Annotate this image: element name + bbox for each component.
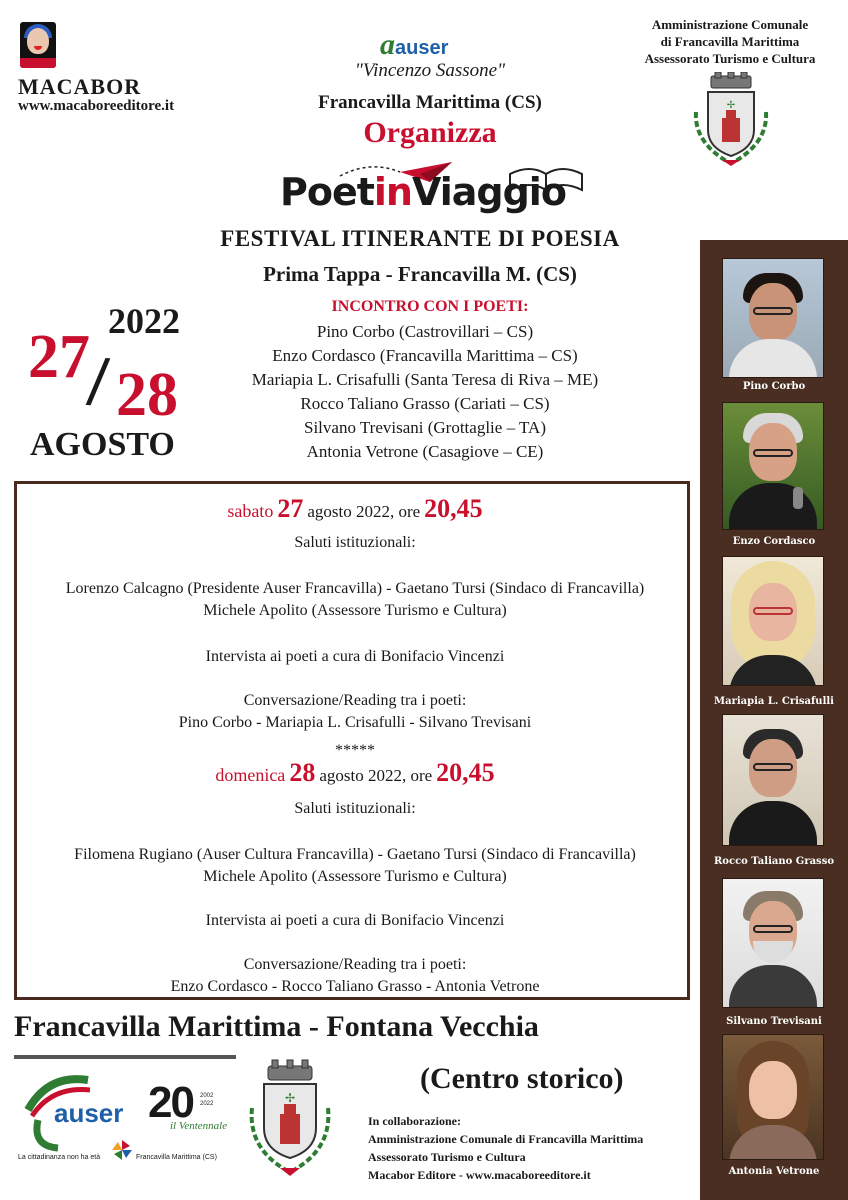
location-line1: Francavilla Marittima - Fontana Vecchia xyxy=(14,1010,539,1043)
svg-text:✢: ✢ xyxy=(284,1091,296,1105)
day1-time: 20,45 xyxy=(424,494,483,523)
poet-photo xyxy=(722,402,824,530)
festival-title: FESTIVAL ITINERANTE DI POESIA xyxy=(220,226,620,251)
day2-heading xyxy=(17,758,693,788)
ventennale-logo xyxy=(136,1078,238,1170)
day2-greetings-heading: Saluti istituzionali: xyxy=(294,800,416,817)
poet-line: Antonia Vetrone (Casagiove – CE) xyxy=(306,442,544,461)
poets-photo-column xyxy=(700,240,848,1200)
day2-interview: Intervista ai poeti a cura di Bonifacio Vincenzi xyxy=(205,912,505,929)
day1-greetings-line: Lorenzo Calcagno (Presidente Auser Francavilla) - Gaetano Tursi (Sindaco di Francavilla) xyxy=(65,580,645,597)
auser-footer-text: auser xyxy=(54,1098,124,1128)
program-box xyxy=(14,481,690,1000)
pinwheel-icon xyxy=(112,1140,132,1160)
day2-time: 20,45 xyxy=(436,758,495,787)
date-month: AGOSTO xyxy=(30,426,175,463)
date-day-start: 27 xyxy=(28,323,90,391)
date-year: 2022 xyxy=(108,301,180,341)
auser-logo xyxy=(380,28,448,62)
collab-line: Assessorato Turismo e Cultura xyxy=(368,1150,526,1164)
poet-photo xyxy=(722,556,824,686)
organizza-heading: Organizza xyxy=(363,116,497,149)
comune-crest-icon xyxy=(688,72,774,168)
poet-photo-label: Mariapia L. Crisafulli xyxy=(714,696,834,707)
association-name: "Vincenzo Sassone" xyxy=(354,60,506,81)
poet-photo xyxy=(722,878,824,1008)
day1-greetings-line: Michele Apolito (Assessore Turismo e Cultura) xyxy=(203,602,507,619)
poet-line: Rocco Taliano Grasso (Cariati – CS) xyxy=(300,394,550,413)
day1-middle: agosto 2022, ore xyxy=(307,502,421,521)
program-separator: ***** xyxy=(335,742,375,759)
day2-greetings-line: Filomena Rugiano (Auser Cultura Francavilla) - Gaetano Tursi (Sindaco di Francavilla) xyxy=(74,846,636,863)
ventennale-caption: Francavilla Marittima (CS) xyxy=(136,1154,217,1161)
comune-line: Assessorato Turismo e Cultura xyxy=(644,51,816,66)
collab-line: Macabor Editore - www.macaboreeditore.it xyxy=(368,1168,591,1182)
association-city: Francavilla Marittima (CS) xyxy=(318,92,542,113)
auser-tagline: La cittadinanza non ha età xyxy=(18,1154,101,1161)
day2-dayname: domenica xyxy=(215,765,286,785)
day1-greetings-heading: Saluti istituzionali: xyxy=(294,534,416,551)
day1-interview: Intervista ai poeti a cura di Bonifacio Vincenzi xyxy=(205,648,505,665)
day2-daynum: 28 xyxy=(289,758,316,787)
collaboration-block xyxy=(368,1112,643,1184)
poet-photo xyxy=(722,1034,824,1160)
day1-daynum: 27 xyxy=(277,494,304,523)
meeting-heading: INCONTRO CON I POETI: xyxy=(331,298,529,315)
day2-reading-poets: Enzo Cordasco - Rocco Taliano Grasso - Antonia Vetrone xyxy=(170,978,540,995)
poet-photo xyxy=(722,714,824,846)
comune-crest-icon xyxy=(244,1058,336,1178)
date-slash: / xyxy=(85,340,111,422)
poet-photo-label: Enzo Cordasco xyxy=(732,536,816,547)
poet-photo xyxy=(722,258,824,378)
poet-photo-label: Antonia Vetrone xyxy=(728,1166,820,1177)
comune-line: Amministrazione Comunale xyxy=(651,17,809,32)
event-brand-logo xyxy=(230,160,630,216)
macabor-logo-icon xyxy=(20,22,56,68)
collab-line: Amministrazione Comunale di Francavilla Marittima xyxy=(368,1132,644,1146)
day1-reading-poets: Pino Corbo - Mariapia L. Crisafulli - Silvano Trevisani xyxy=(178,714,532,731)
day1-dayname: sabato xyxy=(227,501,274,521)
ventennale-text: il Ventennale xyxy=(170,1120,228,1132)
auser-logo-text: auser xyxy=(395,37,449,59)
day2-reading-heading: Conversazione/Reading tra i poeti: xyxy=(243,956,467,973)
publisher-url: www.macaboreeditore.it xyxy=(18,98,175,114)
svg-text:✢: ✢ xyxy=(726,100,736,111)
location-line2: (Centro storico) xyxy=(420,1062,624,1095)
auser-swoosh-icon: ɑ xyxy=(380,28,395,61)
poet-line: Pino Corbo (Castrovillari – CS) xyxy=(316,322,534,341)
publisher-name: MACABOR xyxy=(18,74,142,99)
event-brand-text: PoetinViaggio xyxy=(280,170,566,214)
day2-middle: agosto 2022, ore xyxy=(319,766,433,785)
date-day-end: 28 xyxy=(116,361,178,429)
day1-reading-heading: Conversazione/Reading tra i poeti: xyxy=(243,692,467,709)
poet-line: Enzo Cordasco (Francavilla Marittima – CS) xyxy=(272,346,578,365)
day2-greetings-line: Michele Apolito (Assessore Turismo e Cultura) xyxy=(203,868,507,885)
poet-photo-label: Rocco Taliano Grasso xyxy=(714,856,834,867)
ventennale-years: 2002 2022 xyxy=(200,1093,214,1107)
poet-line: Silvano Trevisani (Grottaglie – TA) xyxy=(304,418,546,437)
poet-photo-label: Silvano Trevisani xyxy=(726,1016,822,1027)
ventennale-number: 20 xyxy=(148,1078,193,1127)
comune-line: di Francavilla Marittima xyxy=(660,34,800,49)
poet-line: Mariapia L. Crisafulli (Santa Teresa di Riva – ME) xyxy=(251,370,599,389)
divider xyxy=(14,1055,236,1059)
poet-photo-label: Pino Corbo xyxy=(742,381,806,392)
comune-heading xyxy=(620,16,840,67)
day1-heading xyxy=(17,494,693,524)
collab-line: In collaborazione: xyxy=(368,1114,461,1128)
festival-stage: Prima Tappa - Francavilla M. (CS) xyxy=(263,262,577,286)
